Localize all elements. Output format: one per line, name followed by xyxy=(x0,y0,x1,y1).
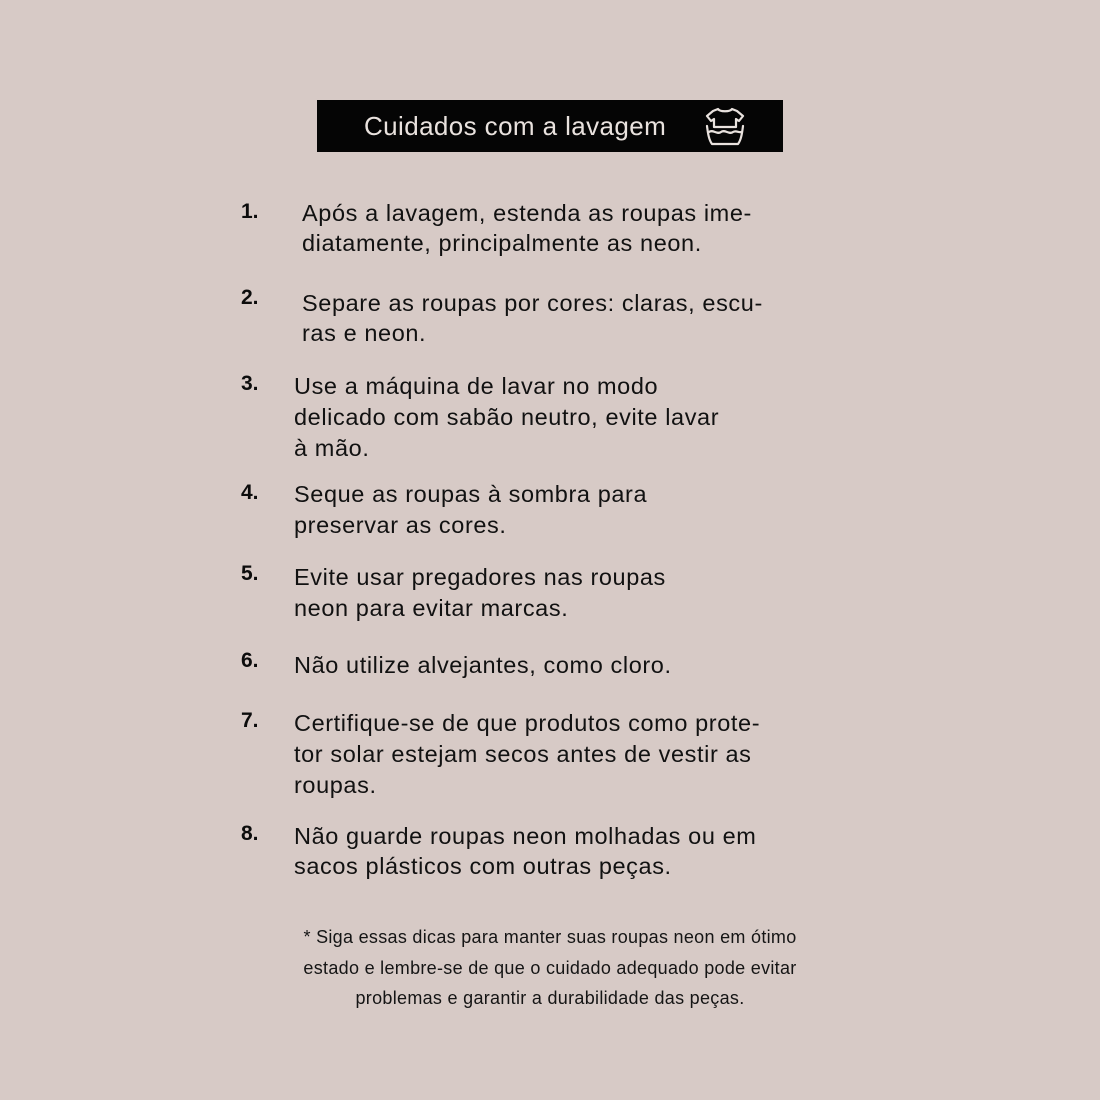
list-item-number: 5. xyxy=(241,562,259,585)
list-item-text: sacos plásticos com outras peças. xyxy=(294,853,672,879)
list-item-text: Separe as roupas por cores: claras, escu- xyxy=(302,290,763,316)
list-item-text: Não utilize alvejantes, como cloro. xyxy=(294,652,672,678)
list-item-text: à mão. xyxy=(294,435,370,461)
list-item-text: delicado com sabão neutro, evite lavar xyxy=(294,404,720,430)
list-item-text: diatamente, principalmente as neon. xyxy=(302,230,702,256)
list-item-text: preservar as cores. xyxy=(294,512,507,538)
list-item-text: Use a máquina de lavar no modo xyxy=(294,373,659,399)
list-item-number: 6. xyxy=(241,649,259,672)
list-item-number: 3. xyxy=(241,372,259,395)
footnote-line: estado e lembre-se de que o cuidado adequado pode evitar xyxy=(303,958,797,978)
list-item-text: Não guarde roupas neon molhadas ou em xyxy=(294,823,757,849)
list-item-number: 4. xyxy=(241,481,259,504)
list-item-text: roupas. xyxy=(294,772,377,798)
list-item-number: 8. xyxy=(241,822,259,845)
list-item-text: Seque as roupas à sombra para xyxy=(294,481,648,507)
footnote-line: problemas e garantir a durabilidade das peças. xyxy=(355,988,745,1008)
footnote-line: * Siga essas dicas para manter suas roupas neon em ótimo xyxy=(303,927,797,947)
list-item-number: 7. xyxy=(241,709,259,732)
laundry-tshirt-tub-icon xyxy=(703,104,747,148)
list-item-text: ras e neon. xyxy=(302,320,427,346)
list-item-text: tor solar estejam secos antes de vestir as xyxy=(294,741,752,767)
header-bar xyxy=(317,100,783,152)
list-item-text: neon para evitar marcas. xyxy=(294,595,569,621)
list-item-text: Após a lavagem, estenda as roupas ime- xyxy=(302,200,752,226)
list-item-number: 2. xyxy=(241,286,259,309)
list-item-text: Evite usar pregadores nas roupas xyxy=(294,564,666,590)
list-item-text: Certifique-se de que produtos como prote- xyxy=(294,710,761,736)
page-title: Cuidados com a lavagem xyxy=(364,111,667,141)
list-item-number: 1. xyxy=(241,200,259,223)
